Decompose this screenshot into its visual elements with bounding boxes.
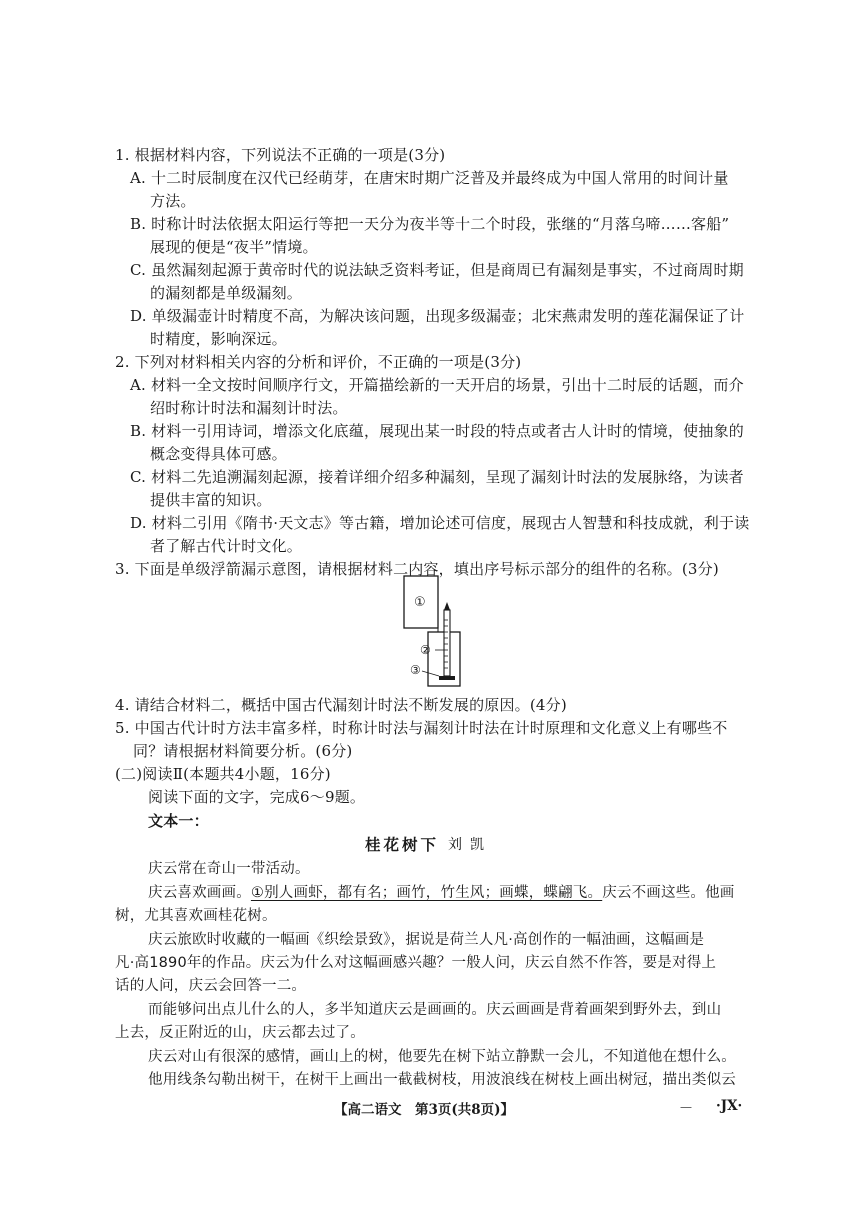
footer-dash: — xyxy=(680,1100,692,1114)
q2-option-d-cont: 者了解古代计时文化。 xyxy=(150,537,303,555)
q1-stem: 1. 根据材料内容，下列说法不正确的一项是(3分) xyxy=(115,146,446,164)
q1-option-a: A. 十二时辰制度在汉代已经萌芽，在唐宋时期广泛普及并最终成为中国人常用的时间计量 xyxy=(130,169,729,187)
footer-mark: ·JX· xyxy=(716,1098,743,1114)
q2-option-a-cont: 绍时称计时法和漏刻计时法。 xyxy=(150,399,348,417)
q5-stem-cont: 同？请根据材料简要分析。(6分) xyxy=(133,742,353,760)
float xyxy=(439,676,455,680)
story-para-1: 庆云常在奇山一带活动。 xyxy=(148,861,310,877)
story-para-2-end: 庆云不画这些。他画 xyxy=(602,885,735,901)
story-para-3: 庆云旅欧时收藏的一幅画《织绘景致》，据说是荷兰人凡·高创作的一幅油画，这幅画是 xyxy=(148,932,705,948)
story-para-2 xyxy=(148,882,735,904)
story-para-5: 庆云对山有很深的感情，画山上的树，他要先在树下站立静默一会儿，不知道他在想什么。 xyxy=(148,1049,736,1065)
q1-option-b-cont: 展现的便是“夜半”情境。 xyxy=(150,238,318,256)
story-para-2-start: 庆云喜欢画画。 xyxy=(148,885,251,901)
q2-option-c: C. 材料二先追溯漏刻起源，接着详细介绍多种漏刻，呈现了漏刻计时法的发展脉络，为读者 xyxy=(130,468,744,486)
q3-stem: 3. 下面是单级浮箭漏示意图，请根据材料二内容，填出序号标示部分的组件的名称。(3分) xyxy=(115,560,719,578)
story-author: 刘凯 xyxy=(448,837,492,853)
section-instruction: 阅读下面的文字，完成6～9题。 xyxy=(148,788,366,806)
diagram-label-1: ① xyxy=(414,595,426,610)
q2-option-c-cont: 提供丰富的知识。 xyxy=(150,491,272,509)
q1-option-d-cont: 时精度，影响深远。 xyxy=(150,330,287,348)
story-para-3-cont: 凡·高1890年的作品。庆云为什么对这幅画感兴趣？一般人问，庆云自然不作答，要是对得上 xyxy=(115,955,717,971)
text1-label: 文本一： xyxy=(148,812,209,830)
diagram-label-2: ② xyxy=(420,643,431,657)
story-para-2-cont: 树，尤其喜欢画桂花树。 xyxy=(115,908,277,924)
q1-option-c-cont: 的漏刻都是单级漏刻。 xyxy=(150,284,303,302)
q2-stem: 2. 下列对材料相关内容的分析和评价，不正确的一项是(3分) xyxy=(115,353,522,371)
page-footer: 【高二语文 第3页(共8页)】 xyxy=(334,1102,515,1118)
q1-option-b: B. 时称计时法依据太阳运行等把一天分为夜半等十二个时段，张继的“月落乌啼……客船” xyxy=(130,215,730,233)
story-para-6: 他用线条勾勒出树干，在树干上画出一截截树枝，用波浪线在树枝上画出树冠，描出类似云 xyxy=(148,1072,736,1088)
q2-option-d: D. 材料二引用《隋书·天文志》等古籍，增加论述可信度，展现古人智慧和科技成就，利于读 xyxy=(130,514,750,532)
q2-option-a: A. 材料一全文按时间顺序行文，开篇描绘新的一天开启的场景，引出十二时辰的话题，而介 xyxy=(130,376,744,394)
clepsydra-diagram xyxy=(400,570,480,692)
q2-option-b: B. 材料一引用诗词，增添文化底蕴，展现出某一时段的特点或者古人计时的情境，使抽象的 xyxy=(130,422,744,440)
underlined-sentence-1: ①别人画虾，都有名；画竹，竹生风；画蝶，蝶翩飞。 xyxy=(250,885,603,901)
section-heading: (二)阅读Ⅱ(本题共4小题，16分) xyxy=(115,765,331,783)
q1-option-d: D. 单级漏壶计时精度不高，为解决该问题，出现多级漏壶；北宋燕肃发明的莲花漏保证了计 xyxy=(130,307,745,325)
story-para-4-cont: 上去，反正附近的山，庆云都去过了。 xyxy=(115,1025,365,1041)
q1-option-c: C. 虽然漏刻起源于黄帝时代的说法缺乏资料考证，但是商周已有漏刻是事实，不过商周时期 xyxy=(130,261,744,279)
q2-option-b-cont: 概念变得具体可感。 xyxy=(150,445,287,463)
q5-stem: 5. 中国古代计时方法丰富多样，时称计时法与漏刻计时法在计时原理和文化意义上有哪些不 xyxy=(115,719,728,737)
arrow-tip xyxy=(444,602,450,610)
diagram-label-3: ③ xyxy=(410,663,421,677)
q4-stem: 4. 请结合材料二，概括中国古代漏刻计时法不断发展的原因。(4分) xyxy=(115,696,567,714)
q1-option-a-cont: 方法。 xyxy=(150,192,196,210)
story-title: 桂花树下 xyxy=(365,835,440,854)
story-para-3-end: 话的人问，庆云会回答一二。 xyxy=(115,978,307,994)
story-para-4: 而能够问出点儿什么的人，多半知道庆云是画画的。庆云画画是背着画架到野外去，到山 xyxy=(148,1002,722,1018)
